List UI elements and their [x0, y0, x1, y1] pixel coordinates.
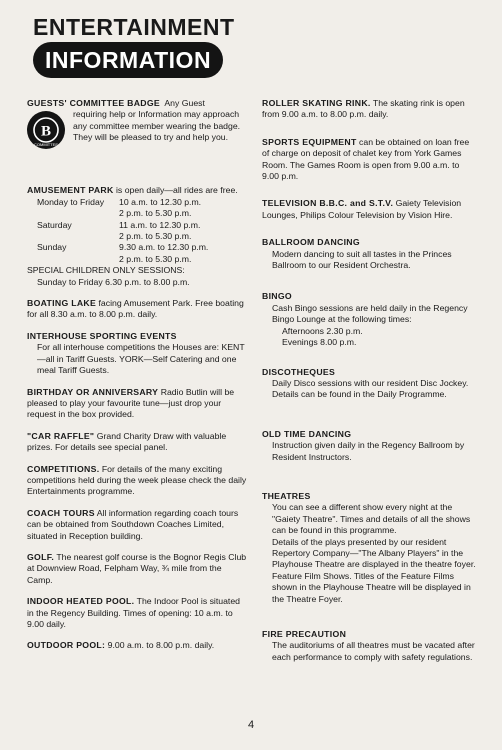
schedule-row	[27, 220, 249, 231]
section-ballroom	[262, 237, 476, 271]
sports-equipment-text: can be obtained on loan free of charge on deposit of chalet key from York Games Room. The Games Room is open from 9.00 a.m. to 9.00 p.m.	[262, 136, 470, 182]
section-bingo	[262, 291, 476, 348]
golf-text: The nearest golf course is the Bognor Regis Club at Downview Road, Felpham Way, ¾ mile from the Camp.	[27, 551, 247, 585]
right-column	[262, 98, 476, 663]
theatres-text-1: You can see a different show every night at the "Gaiety Theatre". Times and details of all the shows can be found in this programme.	[272, 502, 471, 536]
guests-text-1: Any Guest	[164, 98, 205, 108]
heading-discotheques: DISCOTHEQUES	[262, 366, 336, 377]
car-raffle-text: Grand Charity Draw with valuable prizes. For details see special panel.	[27, 430, 227, 453]
heading-boating-lake: BOATING LAKE	[27, 298, 97, 309]
coach-tours-text: All information regarding coach tours can be obtained from Southdown Coaches Limited, situated in Reception building.	[27, 507, 239, 541]
schedule-day: Sunday	[37, 242, 67, 253]
schedule-day	[27, 254, 119, 265]
schedule-row	[27, 231, 249, 242]
schedule-row	[27, 242, 249, 253]
section-discotheques	[262, 367, 476, 401]
section-birthday	[27, 387, 249, 421]
heading-ballroom: BALLROOM DANCING	[262, 237, 360, 248]
section-competitions	[27, 464, 249, 498]
section-roller-skating	[262, 98, 476, 121]
schedule-day	[27, 231, 119, 242]
bingo-afternoons: Afternoons 2.30 p.m.	[282, 325, 363, 336]
section-fire-precaution	[262, 629, 476, 663]
badge-letter: B	[40, 123, 52, 140]
badge-svg	[27, 111, 65, 149]
bingo-evenings: Evenings 8.00 p.m.	[282, 337, 357, 348]
section-boating-lake	[27, 298, 249, 321]
section-sports-equipment	[262, 137, 476, 183]
boating-text: facing Amusement Park. Free boating for all 8.30 a.m. to 8.00 p.m. daily.	[27, 298, 244, 320]
section-coach-tours	[27, 508, 249, 542]
heading-car-raffle: "CAR RAFFLE"	[27, 430, 95, 441]
special-sessions-label: SPECIAL CHILDREN ONLY SESSIONS:	[27, 265, 185, 276]
section-outdoor-pool	[27, 640, 249, 651]
section-indoor-pool	[27, 596, 249, 630]
interhouse-text: For all interhouse competitions the Houses are: KENT—all in Tariff Guests. YORK—Self Catering and one meal Tariff Guests.	[37, 342, 245, 376]
competitions-text: For details of the many exciting competitions held during the week please check the daily Entertainments programme.	[27, 463, 247, 497]
committee-badge-icon	[27, 111, 65, 149]
indoor-pool-text: The Indoor Pool is situated in the Regency Building. Times of opening: 10 a.m. to 9.00 daily.	[27, 596, 241, 629]
heading-old-time-dancing: OLD TIME DANCING	[262, 428, 352, 439]
discotheques-text: Daily Disco sessions with our resident Disc Jockey. Details can be found in the Daily Programme.	[272, 377, 469, 400]
heading-television: TELEVISION B.B.C. and S.T.V.	[262, 198, 394, 209]
badge-ring-text: COMMITTEE	[34, 142, 58, 148]
birthday-text: Radio Butlin will be pleased to play your favourite tune—just drop your request in the box provided.	[27, 386, 235, 420]
title-information: INFORMATION	[33, 42, 223, 78]
page-header	[33, 14, 235, 78]
theatres-text-3: Feature Film Shows. Titles of the Feature Films shown in the Playhouse Theatre will be displayed in the Theatre Foyer.	[272, 570, 471, 604]
heading-interhouse: INTERHOUSE SPORTING EVENTS	[27, 330, 177, 341]
schedule-time: 11 a.m. to 12.30 p.m.	[119, 219, 201, 230]
schedule-time: 2 p.m. to 5.30 p.m.	[119, 231, 192, 242]
section-old-time-dancing	[262, 429, 476, 463]
fire-precaution-text: The auditoriums of all theatres must be vacated after each performance to comply with safety regulations.	[272, 640, 475, 662]
section-interhouse	[27, 331, 249, 377]
schedule-time: 9.30 a.m. to 12.30 p.m.	[119, 242, 209, 253]
schedule-day	[27, 208, 119, 219]
schedule-row	[27, 208, 249, 219]
heading-fire-precaution: FIRE PRECAUTION	[262, 629, 347, 639]
section-car-raffle	[27, 431, 249, 454]
theatres-text-2: Details of the plays presented by our resident Repertory Company—"The Albany Players" in the Playhouse Theatre are displayed in the theatre foyer.	[272, 536, 476, 570]
bingo-text: Cash Bingo sessions are held daily in the Regency Bingo Lounge at the following times:	[272, 302, 468, 325]
heading-golf: GOLF.	[27, 551, 55, 562]
outdoor-pool-text: 9.00 a.m. to 8.00 p.m. daily.	[107, 640, 215, 651]
section-amusement-park	[27, 185, 249, 288]
page-number: 4	[247, 719, 255, 731]
heading-coach-tours: COACH TOURS	[27, 507, 95, 518]
heading-outdoor-pool: OUTDOOR POOL:	[27, 640, 106, 651]
heading-roller-skating: ROLLER SKATING RINK.	[262, 98, 371, 108]
heading-sports-equipment: SPORTS EQUIPMENT	[262, 136, 357, 147]
amusement-text: is open daily—all rides are free.	[116, 185, 238, 196]
schedule-row	[27, 254, 249, 265]
section-guests-committee-badge	[27, 98, 249, 149]
special-sessions-time: Sunday to Friday 6.30 p.m. to 8.00 p.m.	[37, 276, 190, 287]
heading-birthday: BIRTHDAY OR ANNIVERSARY	[27, 386, 159, 397]
ballroom-text: Modern dancing to suit all tastes in the Princes Ballroom to our Resident Orchestra.	[272, 248, 452, 271]
old-time-dancing-text: Instruction given daily in the Regency Ballroom by Resident Instructors.	[272, 440, 465, 462]
heading-guests-committee-badge: GUESTS' COMMITTEE BADGE	[27, 98, 161, 108]
schedule-time: 2 p.m. to 5.30 p.m.	[119, 208, 192, 219]
title-entertainment: ENTERTAINMENT	[33, 14, 235, 40]
heading-competitions: COMPETITIONS.	[27, 463, 100, 474]
schedule-time: 2 p.m. to 5.30 p.m.	[119, 253, 192, 264]
section-television	[262, 198, 476, 221]
schedule-day: Monday to Friday	[37, 196, 105, 207]
section-golf	[27, 552, 249, 586]
television-text: Gaiety Television Lounges, Philips Colour Television by Vision Hire.	[262, 198, 462, 220]
schedule-day: Saturday	[37, 219, 72, 230]
section-theatres	[262, 491, 476, 605]
schedule-row	[27, 197, 249, 208]
heading-theatres: THEATRES	[262, 490, 311, 501]
heading-indoor-pool: INDOOR HEATED POOL.	[27, 596, 135, 607]
heading-amusement-park: AMUSEMENT PARK	[27, 185, 114, 196]
schedule-time: 10 a.m. to 12.30 p.m.	[119, 196, 202, 207]
roller-skating-text: The skating rink is open from 9.00 a.m. to 8.00 p.m. daily.	[262, 98, 465, 120]
guests-text-2: requiring help or Information may approach any committee member wearing the badge. They will be pleased to try and help you.	[73, 109, 241, 143]
left-column	[27, 98, 249, 652]
heading-bingo: BINGO	[262, 291, 292, 302]
